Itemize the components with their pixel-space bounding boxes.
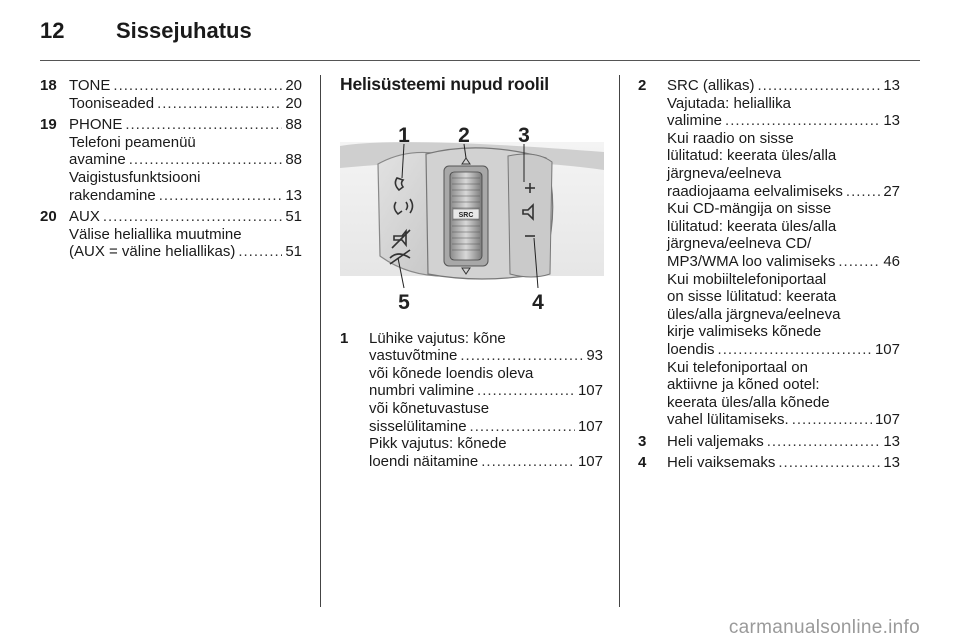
index-entry [40, 77, 302, 112]
entry-line [369, 347, 603, 365]
page-reference-link[interactable]: 107 [874, 340, 900, 358]
entry-text: Tooniseaded [69, 94, 155, 112]
leader-dots [113, 77, 282, 95]
page-title: Sissejuhatus [116, 18, 252, 43]
page-reference-link[interactable]: 13 [883, 432, 900, 450]
entry-text: SRC (allikas) [667, 77, 755, 94]
entry-line [667, 454, 900, 472]
leader-dots [767, 433, 881, 451]
entry-line [667, 77, 900, 95]
entry-text: lülitatud: keerata üles/alla [667, 217, 837, 235]
entry-number: 4 [638, 454, 647, 472]
entry-text: on sisse lülitatud: keerata [667, 288, 837, 306]
page-reference-link[interactable]: 13 [883, 77, 900, 94]
entry-line [69, 95, 302, 113]
page-header [40, 18, 252, 44]
entry-text: Välise heliallika muutmine [69, 225, 242, 243]
entry-number: 2 [638, 77, 647, 94]
entry-line [667, 253, 900, 271]
entry-text: Kui CD-mängija on sisse [667, 200, 832, 218]
entry-text: aktiivne ja kõned ootel: [667, 376, 820, 394]
watermark: carmanualsonline.info [728, 617, 920, 638]
callout-2: 2 [458, 123, 470, 147]
entry-line [69, 134, 302, 152]
leader-dots [778, 454, 880, 472]
entry-line [667, 200, 900, 218]
entry-text: avamine [69, 151, 126, 169]
callout-3: 3 [518, 123, 530, 147]
entry-line [69, 77, 302, 95]
section-title: Helisüsteemi nupud roolil [340, 74, 549, 94]
page-reference-link[interactable]: 107 [874, 411, 900, 429]
index-entry [40, 208, 302, 261]
page-reference-link[interactable]: 13 [883, 454, 900, 472]
leader-dots [477, 382, 575, 400]
entry-line [667, 165, 900, 183]
leader-dots [481, 453, 575, 471]
entry-text: või kõnetuvastuse [369, 399, 490, 417]
entry-line [69, 208, 302, 226]
entry-text: loendi näitamine [369, 452, 479, 470]
entry-text: lülitatud: keerata üles/alla [667, 147, 837, 165]
leader-dots [238, 243, 282, 261]
entry-line [667, 130, 900, 148]
entry-line [369, 365, 603, 383]
entry-line [369, 400, 603, 418]
entry-text: AUX [69, 208, 100, 226]
index-entry [340, 330, 603, 471]
leader-dots [157, 95, 282, 113]
entry-text: järgneva/eelneva CD/ [667, 235, 812, 253]
entry-text: TONE [69, 77, 111, 94]
leader-dots [846, 183, 880, 201]
entry-line [667, 323, 900, 341]
entry-line [369, 382, 603, 400]
page-reference-link[interactable]: 13 [883, 112, 900, 130]
entry-text: Pikk vajutus: kõnede [369, 435, 507, 453]
entry-line [667, 147, 900, 165]
steering-wheel-controls-illustration [340, 106, 604, 316]
entry-text: vastuvõtmine [369, 347, 458, 365]
left-column [40, 77, 302, 265]
entry-line [369, 435, 603, 453]
middle-column [340, 74, 603, 474]
entry-text: Kui mobiiltelefoniportaal [667, 270, 827, 288]
callout-5: 5 [398, 290, 410, 314]
entry-text: Kui raadio on sisse [667, 129, 794, 147]
entry-text: Heli vaiksemaks [667, 454, 776, 472]
entry-number: 18 [40, 77, 57, 94]
entry-line [667, 394, 900, 412]
entry-text: Vaigistusfunktsiooni [69, 168, 201, 186]
entry-line [69, 226, 302, 244]
entry-line [667, 218, 900, 236]
column-divider-left [320, 75, 321, 607]
entry-text: järgneva/eelneva [667, 164, 782, 182]
entry-line [667, 306, 900, 324]
page-reference-link[interactable]: 51 [285, 243, 302, 261]
leader-dots [159, 187, 283, 205]
header-rule [40, 60, 920, 61]
page-reference-link[interactable]: 51 [285, 208, 302, 226]
leader-dots [758, 77, 881, 95]
entry-text: Vajutada: heliallika [667, 94, 791, 112]
leader-dots [103, 208, 282, 226]
entry-line [667, 433, 900, 451]
leader-dots [129, 151, 283, 169]
leader-dots [718, 341, 872, 359]
entry-line [667, 359, 900, 377]
entry-line [667, 183, 900, 201]
page-reference-link[interactable]: 93 [586, 347, 603, 365]
entry-line [667, 411, 900, 429]
entry-line [667, 95, 900, 113]
entry-line [369, 330, 603, 348]
entry-text: Lühike vajutus: kõne [369, 329, 506, 347]
entry-number: 1 [340, 329, 349, 347]
page-number: 12 [40, 18, 65, 43]
entry-text: Heli valjemaks [667, 432, 764, 450]
leader-dots [125, 116, 282, 134]
entry-number: 19 [40, 116, 57, 134]
middle-entry-list [340, 330, 603, 471]
index-entry [638, 433, 900, 451]
entry-text: kirje valimiseks kõnede [667, 323, 822, 341]
entry-text: PHONE [69, 116, 123, 134]
entry-text: või kõnede loendis oleva [369, 364, 534, 382]
entry-text: numbri valimine [369, 382, 475, 400]
leader-dots [792, 411, 872, 429]
entry-line [667, 112, 900, 130]
page-reference-link[interactable]: 107 [577, 382, 603, 400]
entry-text: raadiojaama eelvalimiseks [667, 182, 843, 200]
column-divider-right [619, 75, 620, 607]
page-reference-link[interactable]: 13 [285, 186, 302, 204]
leader-dots [838, 253, 880, 271]
src-label: SRC [458, 211, 474, 219]
entry-line [69, 116, 302, 134]
entry-text: Telefoni peamenüü [69, 133, 196, 151]
entry-line [667, 341, 900, 359]
page-reference-link[interactable]: 20 [285, 94, 302, 112]
page-reference-link[interactable]: 88 [285, 151, 302, 169]
entry-text: MP3/WMA loo valimiseks [667, 252, 836, 270]
index-entry [638, 454, 900, 472]
entry-line [667, 376, 900, 394]
entry-text: sisselülitamine [369, 417, 467, 435]
index-entry [638, 77, 900, 429]
entry-line [69, 187, 302, 205]
entry-text: rakendamine [69, 186, 156, 204]
page-reference-link[interactable]: 107 [577, 452, 603, 470]
entry-text: vahel lülitamiseks. [667, 411, 789, 429]
page-reference-link[interactable]: 20 [285, 77, 302, 94]
page-reference-link[interactable]: 27 [883, 182, 900, 200]
steering-controls-figure [340, 106, 604, 316]
leader-dots [470, 418, 575, 436]
page-reference-link[interactable]: 107 [577, 417, 603, 435]
index-entry [40, 116, 302, 204]
entry-line [369, 418, 603, 436]
entry-text: (AUX = väline heliallikas) [69, 243, 236, 261]
entry-text: valimine [667, 112, 723, 130]
entry-line [667, 235, 900, 253]
leader-dots [725, 112, 880, 130]
page-reference-link[interactable]: 88 [285, 116, 302, 134]
entry-line [69, 169, 302, 187]
entry-line [69, 243, 302, 261]
entry-number: 20 [40, 208, 57, 226]
page-reference-link[interactable]: 46 [883, 252, 900, 270]
callout-1: 1 [398, 123, 410, 147]
entry-text: keerata üles/alla kõnede [667, 393, 830, 411]
leader-dots [460, 347, 583, 365]
entry-text: loendis [667, 340, 715, 358]
entry-number: 3 [638, 432, 647, 450]
entry-text: Kui telefoniportaal on [667, 358, 808, 376]
callout-4: 4 [532, 290, 544, 314]
entry-text: üles/alla järgneva/eelneva [667, 305, 841, 323]
entry-line [667, 271, 900, 289]
entry-line [667, 288, 900, 306]
right-column [638, 77, 900, 476]
entry-line [369, 453, 603, 471]
entry-line [69, 151, 302, 169]
